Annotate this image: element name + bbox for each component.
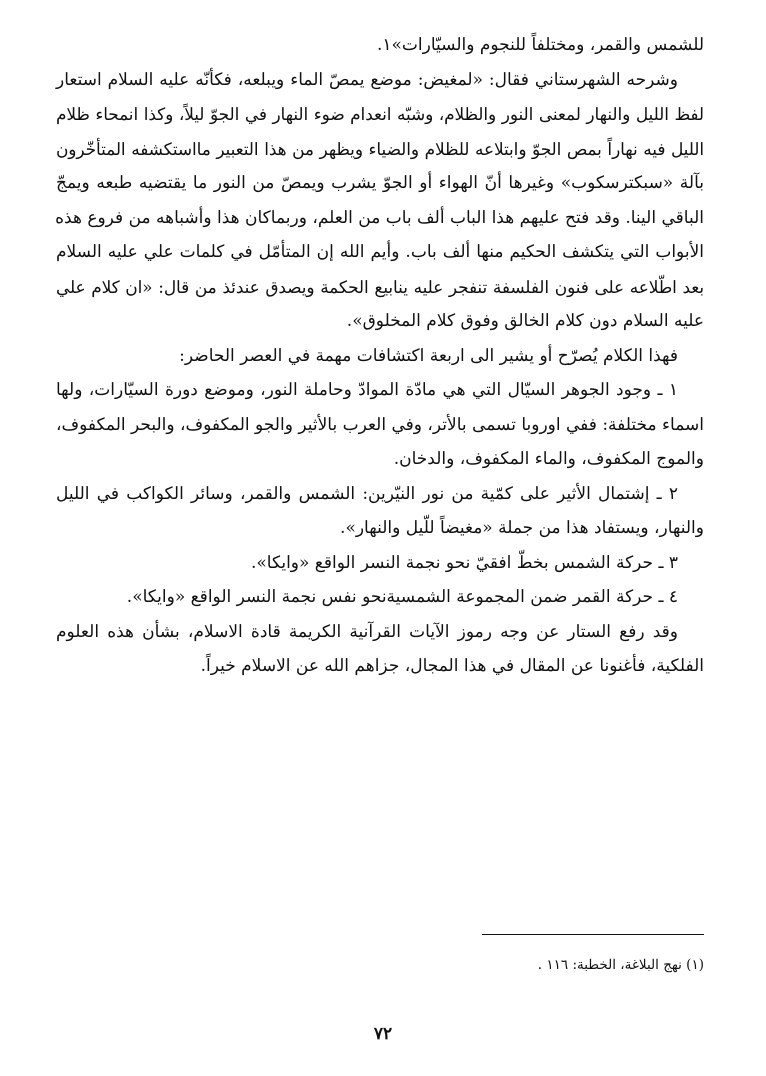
- body-line: الليل فيه نهاراً بمص الجوّ وابتلاعه للظلام والضياء ويظهر من هذا التعبير مااستكشفه المتأخّرون: [56, 138, 704, 159]
- body-line: بعد اطّلاعه على فنون الفلسفة تنفجر عليه ينابيع الحكمة ويصدق عندئذ من قال: «ان كلام علي: [56, 276, 704, 297]
- list-item-2: ٢ ـ إشتمال الأثير على كمّية من نور النيّرين: الشمس والقمر، وسائر الكواكب في الليل: [56, 483, 678, 504]
- body-line: وشرحه الشهرستاني فقال: «لمغيض: موضع يمصّ الماء ويبلعه، فكأنّه عليه السلام استعار: [56, 69, 678, 90]
- body-line: والنهار، ويستفاد هذا من جملة «مغيضاً للّيل والنهار».: [340, 518, 704, 538]
- footnote: (١) نهج البلاغة، الخطبة: ١١٦ .: [537, 957, 704, 973]
- body-line: الفلكية، فأغنونا عن المقال في هذا المجال، جزاهم الله عن الاسلام خيراً.: [200, 656, 704, 676]
- footnote-divider: [482, 934, 704, 935]
- body-line: عليه السلام دون كلام الخالق وفوق كلام المخلوق».: [346, 311, 704, 331]
- body-line: وقد رفع الستار عن وجه رموز الآيات القرآنية الكريمة قادة الاسلام، بشأن هذه العلوم: [56, 621, 678, 642]
- body-line: اسماء مختلفة: ففي اوروبا تسمى بالأتر، وفي العرب بالأثير والجو المكفوف، والبحر المكفوف،: [56, 414, 704, 435]
- list-item-4: ٤ ـ حركة القمر ضمن المجموعة الشمسيةنحو نفس نجمة النسر الواقع «وايكا».: [126, 587, 678, 607]
- body-line: للشمس والقمر، ومختلفاً للنجوم والسيّارات»١.: [376, 35, 704, 55]
- body-line: والموج المكفوف، والماء المكفوف، والدخان.: [393, 449, 704, 469]
- body-line: الأبواب التي يتكشف الحكيم منها ألف باب. وأيم الله إن المتأمّل في كلمات علي عليه السلام: [56, 242, 704, 262]
- body-line: بآلة «سبكترسكوب» وغيرها أنّ الهواء أو الجوّ يشرب ويمصّ من النور ما يقتضيه طبعه ويمجّ: [56, 173, 704, 193]
- body-line: الباقي الينا. وقد فتح عليهم هذا الباب ألف باب من العلم، وربماكان هذا وأشباهه من فروع هذه: [55, 207, 704, 228]
- list-item-1: ١ ـ وجود الجوهر السيّال التي هي مادّة الموادّ وحاملة النور، وموضع دورة السيّارات، ولها: [56, 380, 678, 400]
- page-number: ٧٢: [373, 1024, 393, 1044]
- list-item-3: ٣ ـ حركة الشمس بخطّ افقيّ نحو نجمة النسر الواقع «وايكا».: [250, 552, 678, 573]
- body-line: لفظ الليل والنهار لمعنى النور والظلام، وشبّه انعدام ضوء النهار في الجوّ ليلاً، وكذا انمحاء ظلام: [56, 104, 704, 124]
- body-line: فهذا الكلام يُصرّح أو يشير الى اربعة اكتشافات مهمة في العصر الحاضر:: [179, 345, 678, 366]
